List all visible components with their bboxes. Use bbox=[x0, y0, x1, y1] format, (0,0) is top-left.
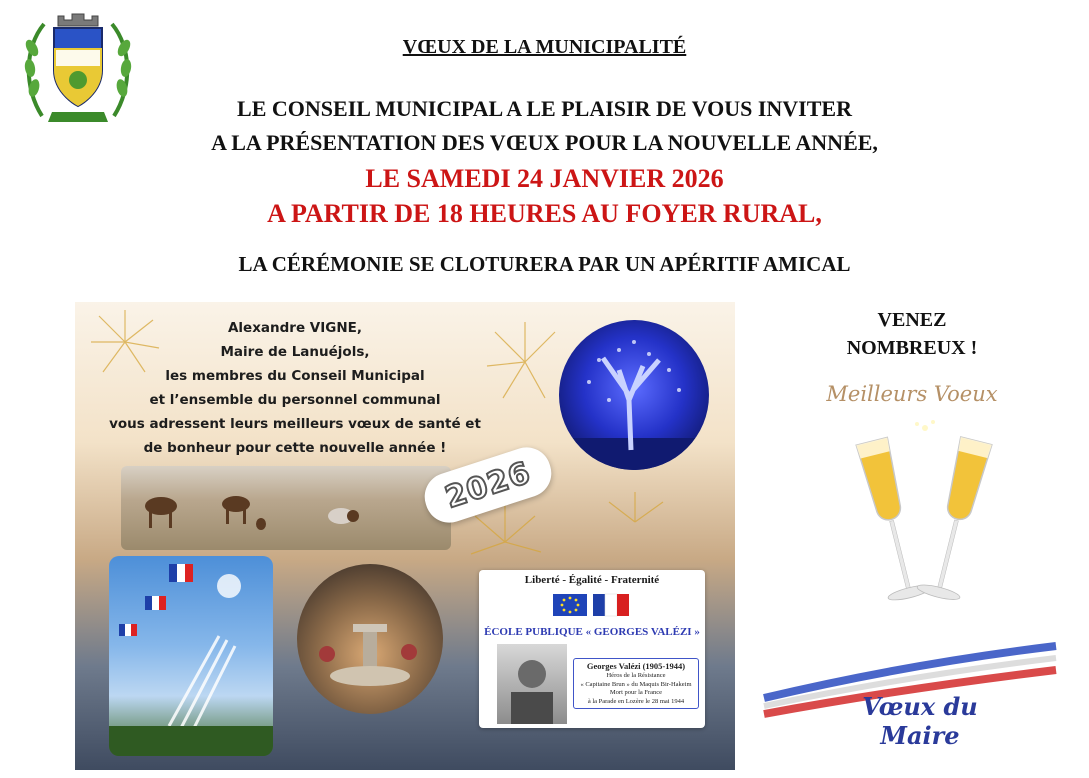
meilleurs-voeux-text: Meilleurs Voeux bbox=[826, 382, 998, 406]
message-line: les membres du Conseil Municipal bbox=[165, 368, 425, 384]
message-line: et l’ensemble du personnel communal bbox=[149, 392, 441, 408]
year-badge-text: 2026 bbox=[440, 454, 536, 516]
venez-nombreux bbox=[812, 306, 1012, 362]
invitation-line-1: LE CONSEIL MUNICIPAL A LE PLAISIR DE VOUS INVITER bbox=[237, 96, 852, 121]
champagne-glasses-icon bbox=[845, 418, 1005, 618]
portrait-photo bbox=[497, 644, 567, 724]
patrouille-de-france-photo bbox=[109, 556, 273, 756]
fountain-photo bbox=[297, 564, 443, 714]
republic-motto: Liberté - Égalité - Fraternité bbox=[524, 574, 660, 586]
bio-line: Héros de la Résistance bbox=[606, 672, 666, 679]
greeting-collage bbox=[75, 302, 735, 770]
mayor-message bbox=[85, 316, 505, 460]
school-card bbox=[479, 570, 705, 728]
biography-box bbox=[573, 658, 699, 709]
message-line: Maire de Lanuéjols, bbox=[220, 344, 370, 360]
event-time-place: A PARTIR DE 18 HEURES AU FOYER RURAL, bbox=[267, 199, 822, 228]
ceremony-note: LA CÉRÉMONIE SE CLOTURERA PAR UN APÉRITIF AMICAL bbox=[238, 252, 851, 276]
goats-photo bbox=[121, 466, 451, 550]
voeux-du-maire-text: Vœux du Maire bbox=[862, 692, 978, 750]
event-date: LE SAMEDI 24 JANVIER 2026 bbox=[365, 164, 724, 193]
message-line: Alexandre VIGNE, bbox=[227, 320, 363, 336]
message-line: de bonheur pour cette nouvelle année ! bbox=[143, 440, 447, 456]
school-name: ÉCOLE PUBLIQUE « GEORGES VALÉZI » bbox=[484, 626, 700, 638]
flags-icon bbox=[553, 592, 631, 618]
bio-name: Georges Valézi (1905-1944) bbox=[586, 661, 686, 671]
bio-line: « Capitaine Brun » du Maquis Bir-Hakeim bbox=[580, 680, 692, 688]
page-title: VŒUX DE LA MUNICIPALITÉ bbox=[402, 36, 687, 58]
venez-line: VENEZ bbox=[877, 309, 947, 331]
message-line: vous adressent leurs meilleurs vœux de santé et bbox=[109, 416, 481, 432]
bio-line: à la Parade en Lozère le 28 mai 1944 bbox=[587, 697, 685, 705]
venez-line: NOMBREUX ! bbox=[846, 337, 978, 359]
illuminated-tree-photo bbox=[559, 320, 709, 470]
bio-line: Mort pour la France bbox=[609, 689, 663, 696]
invitation-line-2: A LA PRÉSENTATION DES VŒUX POUR LA NOUVELLE ANNÉE, bbox=[211, 130, 878, 155]
